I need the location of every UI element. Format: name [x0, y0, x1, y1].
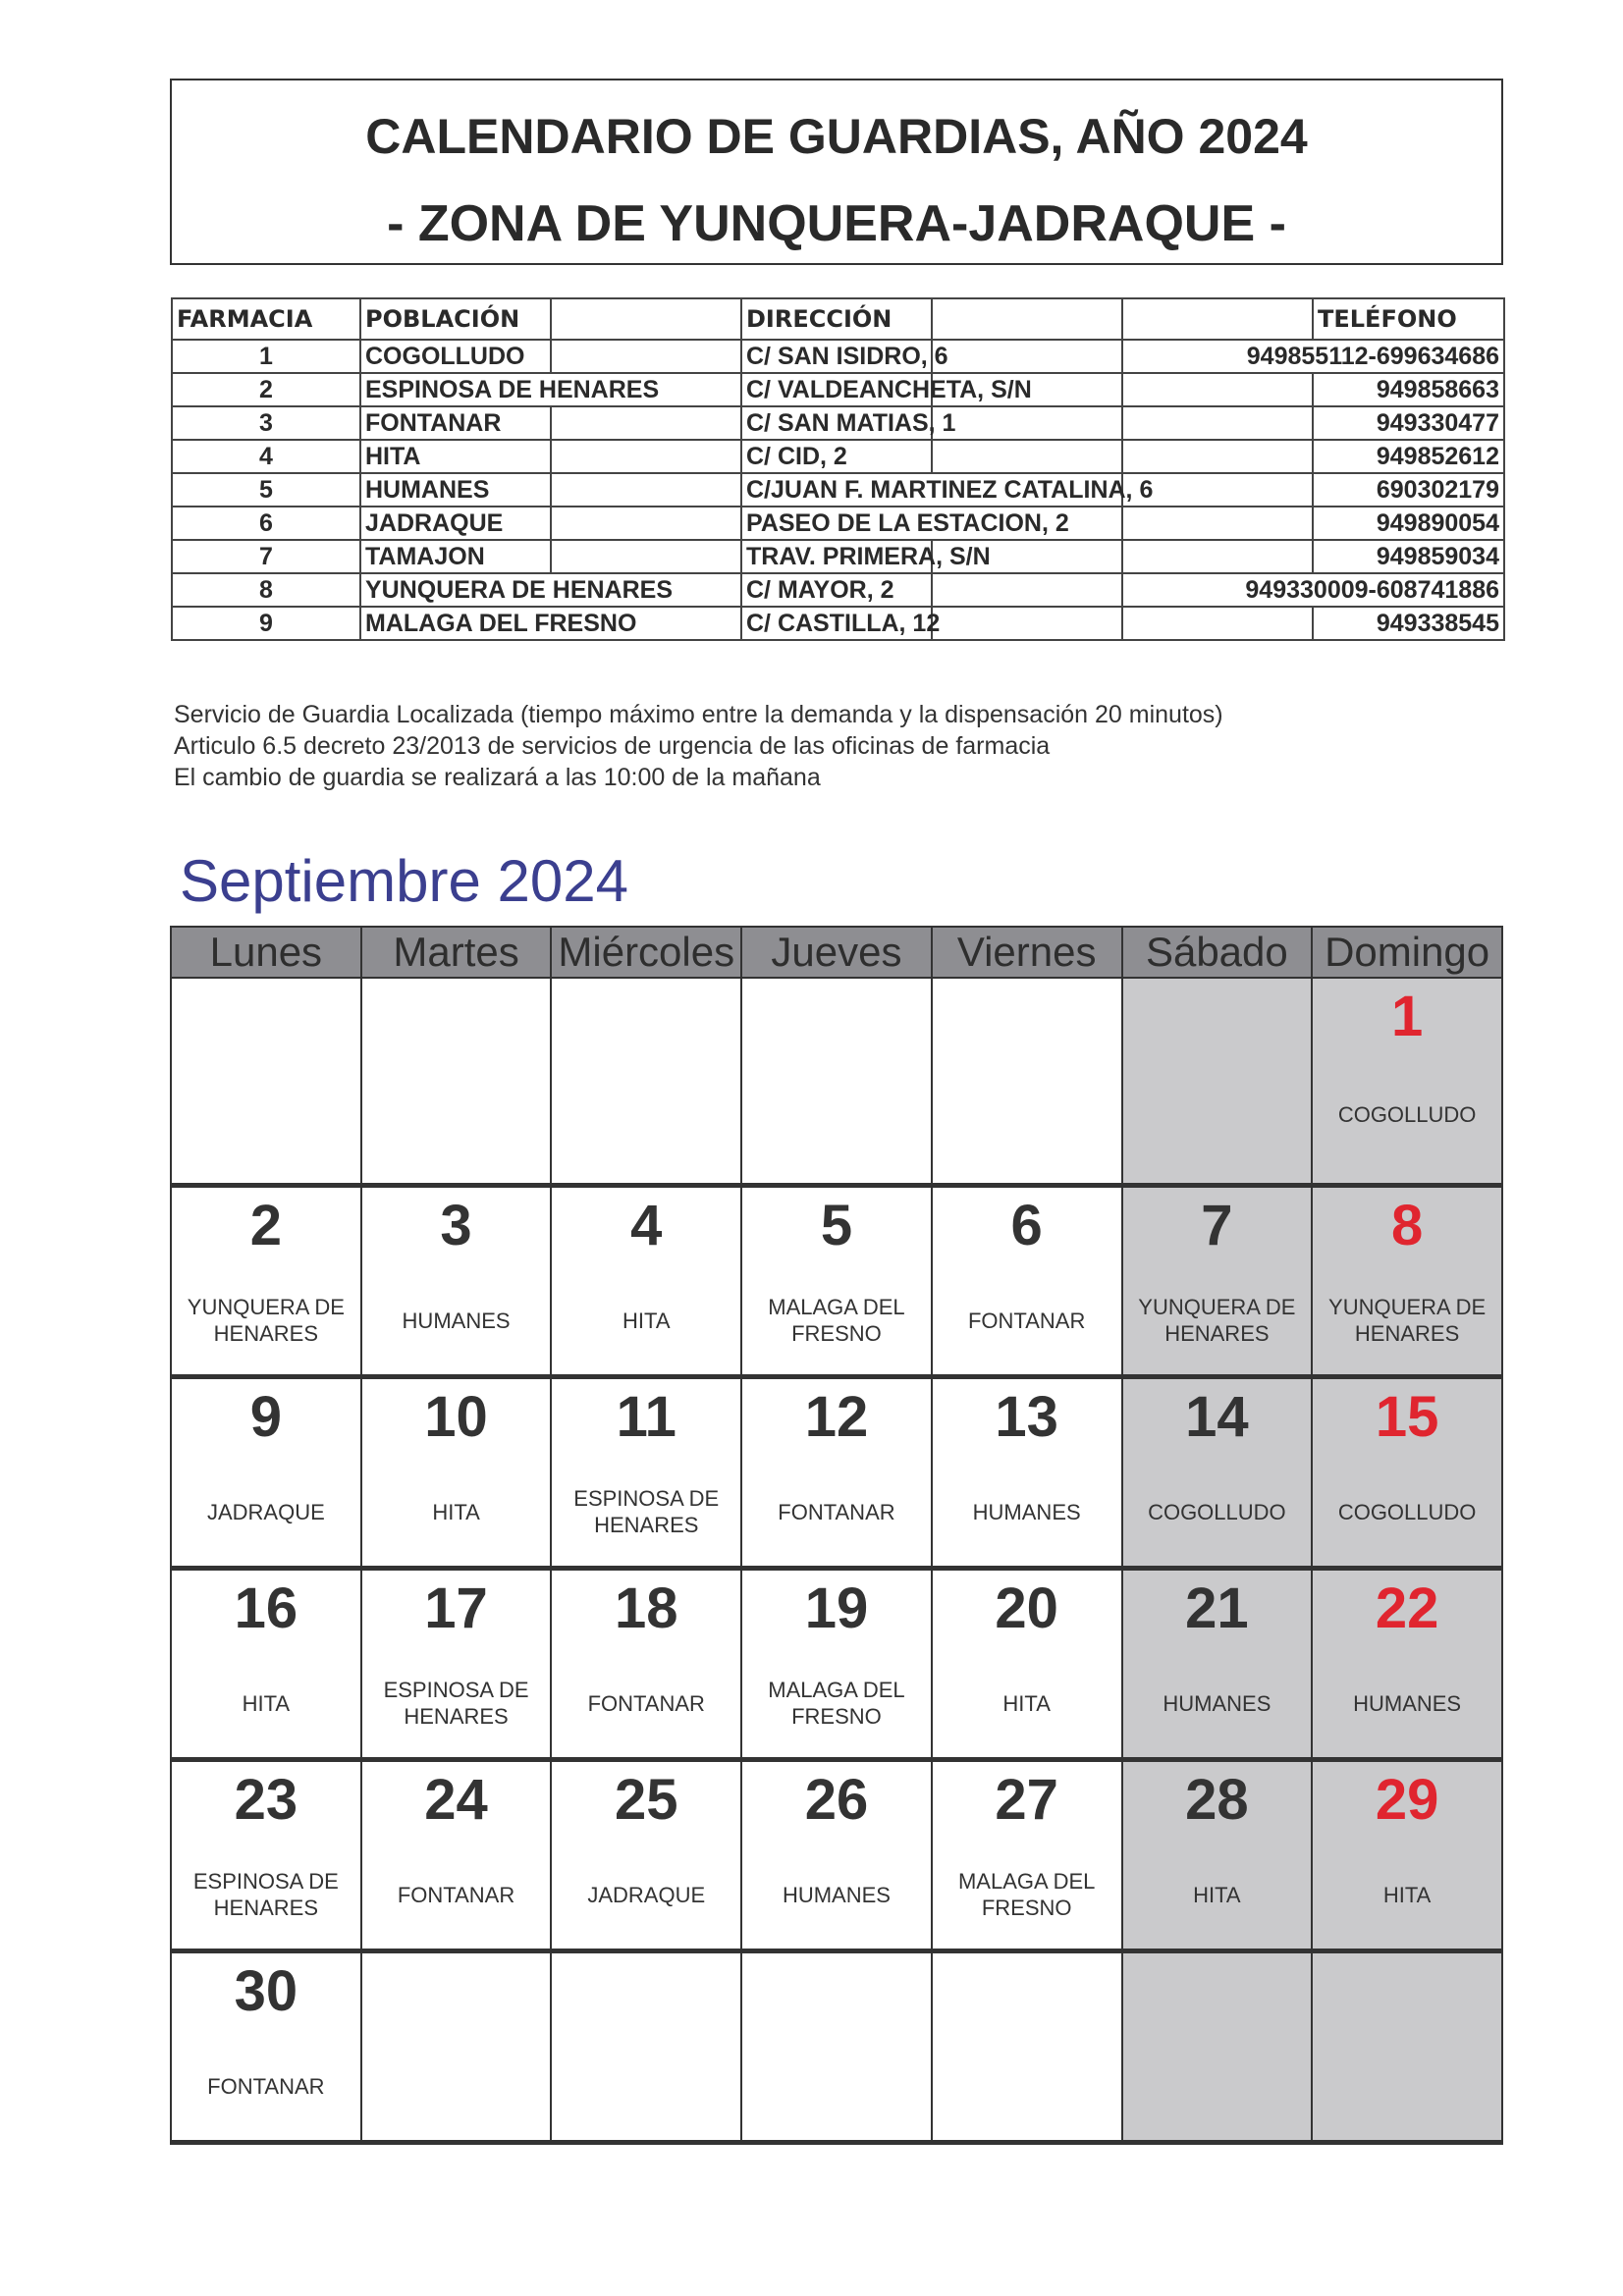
day-number: 28	[1185, 1768, 1249, 1832]
pharmacy-row	[172, 373, 1504, 406]
header-farmacia: FARMACIA	[172, 298, 360, 340]
pharmacy-phone: 949338545	[1313, 607, 1504, 640]
table-empty-cell	[551, 507, 741, 540]
calendar-empty-cell	[741, 978, 932, 1186]
pharmacy-row	[172, 440, 1504, 473]
calendar-day-cell	[741, 1186, 932, 1377]
calendar-empty-cell	[551, 1951, 741, 2143]
calendar-day-cell	[1312, 1760, 1502, 1951]
table-empty-cell	[1122, 540, 1313, 573]
pharmacy-phone: 949855112-699634686	[1122, 340, 1504, 373]
calendar-day-cell	[932, 1569, 1122, 1760]
day-number: 27	[995, 1768, 1058, 1832]
day-number: 19	[804, 1576, 869, 1640]
guard-pharmacy: FONTANAR	[778, 1499, 895, 1524]
pharmacy-town: ESPINOSA DE HENARES	[360, 373, 741, 406]
day-number: 26	[804, 1768, 869, 1832]
pharmacy-address: PASEO DE LA ESTACION, 2	[741, 507, 1122, 540]
header-empty	[932, 298, 1122, 340]
table-empty-cell	[551, 540, 741, 573]
guard-pharmacy: YUNQUERA DE HENARES	[1328, 1295, 1487, 1346]
guard-pharmacy: HITA	[432, 1499, 480, 1524]
calendar-day-cell	[551, 1186, 741, 1377]
guard-pharmacy: HUMANES	[782, 1882, 891, 1907]
calendar-day-cell	[1312, 1377, 1502, 1569]
guard-pharmacy: HITA	[1002, 1690, 1051, 1716]
calendar-day-cell	[171, 1760, 361, 1951]
calendar-day-cell	[932, 1760, 1122, 1951]
pharmacy-address: C/ VALDEANCHETA, S/N	[741, 373, 932, 406]
document-title: CALENDARIO DE GUARDIAS, AÑO 2024	[365, 109, 1308, 164]
calendar-week-row	[171, 1186, 1502, 1377]
calendar-week-row	[171, 1569, 1502, 1760]
pharmacy-phone: 949330477	[1313, 406, 1504, 440]
calendar-day-cell	[171, 1186, 361, 1377]
table-empty-cell	[1122, 607, 1313, 640]
pharmacy-address: TRAV. PRIMERA, S/N	[741, 540, 932, 573]
notes	[174, 699, 1223, 793]
guard-pharmacy: JADRAQUE	[587, 1882, 706, 1907]
guard-pharmacy: COGOLLUDO	[1148, 1499, 1286, 1524]
weekday-header: Lunes	[171, 927, 361, 978]
calendar-day-cell	[932, 1186, 1122, 1377]
day-number: 3	[440, 1194, 472, 1257]
day-number: 18	[615, 1576, 678, 1640]
month-title: Septiembre 2024	[180, 848, 628, 914]
calendar-empty-cell	[171, 978, 361, 1186]
guard-pharmacy: HUMANES	[402, 1308, 511, 1333]
pharmacy-number: 9	[172, 607, 360, 640]
guard-pharmacy: ESPINOSA DE HENARES	[383, 1678, 529, 1729]
pharmacy-number: 8	[172, 573, 360, 607]
pharmacy-address: C/JUAN F. MARTINEZ CATALINA, 6	[741, 473, 1122, 507]
calendar-empty-cell	[932, 1951, 1122, 2143]
calendar-day-cell	[551, 1569, 741, 1760]
calendar-day-cell	[171, 1951, 361, 2143]
pharmacy-row	[172, 573, 1504, 607]
calendar-day-cell	[171, 1377, 361, 1569]
pharmacy-address: C/ SAN MATIAS, 1	[741, 406, 932, 440]
table-empty-cell	[932, 607, 1122, 640]
pharmacy-number: 3	[172, 406, 360, 440]
calendar-day-cell	[361, 1377, 552, 1569]
pharmacy-row	[172, 540, 1504, 573]
calendar-week-row	[171, 1377, 1502, 1569]
guard-pharmacy: HUMANES	[1163, 1690, 1271, 1716]
pharmacy-table-header	[172, 298, 1504, 340]
calendar-day-cell	[361, 1760, 552, 1951]
calendar-day-cell	[361, 1186, 552, 1377]
table-empty-cell	[1122, 406, 1313, 440]
calendar-day-cell	[361, 1569, 552, 1760]
pharmacy-address: C/ SAN ISIDRO, 6	[741, 340, 932, 373]
weekday-header: Martes	[361, 927, 552, 978]
pharmacy-number: 1	[172, 340, 360, 373]
calendar-day-cell	[741, 1569, 932, 1760]
guard-pharmacy: FONTANAR	[967, 1308, 1086, 1333]
title-box	[170, 79, 1503, 265]
header-direccion: DIRECCIÓN	[741, 298, 932, 340]
calendar-day-cell	[741, 1760, 932, 1951]
calendar-day-cell	[1312, 1569, 1502, 1760]
guard-pharmacy: MALAGA DEL FRESNO	[768, 1295, 905, 1346]
day-number: 4	[630, 1194, 663, 1257]
guard-pharmacy: YUNQUERA DE HENARES	[187, 1295, 345, 1346]
day-number: 21	[1185, 1576, 1249, 1640]
pharmacy-phone: 949330009-608741886	[1122, 573, 1504, 607]
day-number: 22	[1375, 1576, 1439, 1640]
day-number: 30	[234, 1959, 298, 2023]
note-line: Servicio de Guardia Localizada (tiempo máximo entre la demanda y la dispensación 20 minutos)	[174, 701, 1223, 728]
pharmacy-address: C/ MAYOR, 2	[741, 573, 932, 607]
pharmacy-town: COGOLLUDO	[360, 340, 551, 373]
guard-pharmacy: FONTANAR	[397, 1882, 515, 1907]
table-empty-cell	[1122, 440, 1313, 473]
pharmacy-town: JADRAQUE	[360, 507, 551, 540]
guard-pharmacy: ESPINOSA DE HENARES	[573, 1486, 720, 1537]
table-empty-cell	[551, 473, 741, 507]
weekday-header: Domingo	[1312, 927, 1502, 978]
pharmacy-phone: 949858663	[1313, 373, 1504, 406]
pharmacy-town: FONTANAR	[360, 406, 551, 440]
calendar-empty-cell	[551, 978, 741, 1186]
day-number: 2	[249, 1194, 282, 1257]
pharmacy-phone: 949859034	[1313, 540, 1504, 573]
calendar-day-cell	[1312, 1186, 1502, 1377]
calendar-week-row	[171, 978, 1502, 1186]
guard-pharmacy: HUMANES	[1353, 1690, 1462, 1716]
calendar-week-row	[171, 1760, 1502, 1951]
pharmacy-row	[172, 607, 1504, 640]
guard-pharmacy: HUMANES	[972, 1499, 1081, 1524]
weekday-header: Viernes	[932, 927, 1122, 978]
guard-pharmacy: HITA	[622, 1308, 671, 1333]
calendar-day-cell	[741, 1377, 932, 1569]
day-number: 15	[1375, 1385, 1439, 1449]
note-line: Articulo 6.5 decreto 23/2013 de servicios de urgencia de las oficinas de farmacia	[174, 732, 1051, 760]
weekday-header: Jueves	[741, 927, 932, 978]
guard-pharmacy: JADRAQUE	[206, 1499, 325, 1524]
day-number: 14	[1185, 1385, 1249, 1449]
pharmacy-town: HITA	[360, 440, 551, 473]
guard-pharmacy: COGOLLUDO	[1337, 1101, 1477, 1127]
table-empty-cell	[551, 406, 741, 440]
calendar-grid	[170, 926, 1503, 2145]
calendar-day-cell	[551, 1377, 741, 1569]
header-empty	[1122, 298, 1313, 340]
table-empty-cell	[932, 406, 1122, 440]
guard-pharmacy: MALAGA DEL FRESNO	[957, 1869, 1096, 1920]
pharmacy-town: TAMAJON	[360, 540, 551, 573]
table-empty-cell	[1122, 507, 1313, 540]
table-empty-cell	[932, 340, 1122, 373]
day-number: 29	[1375, 1768, 1439, 1832]
calendar-empty-cell	[361, 1951, 552, 2143]
pharmacy-number: 7	[172, 540, 360, 573]
guard-pharmacy: FONTANAR	[587, 1690, 705, 1716]
pharmacy-row	[172, 507, 1504, 540]
pharmacy-number: 6	[172, 507, 360, 540]
pharmacy-row	[172, 406, 1504, 440]
pharmacy-town: YUNQUERA DE HENARES	[360, 573, 741, 607]
table-empty-cell	[551, 440, 741, 473]
table-empty-cell	[551, 340, 741, 373]
day-number: 8	[1390, 1194, 1424, 1257]
calendar-empty-cell	[1122, 1951, 1313, 2143]
day-number: 25	[615, 1768, 678, 1832]
calendar-empty-cell	[1312, 1951, 1502, 2143]
calendar-day-cell	[1122, 1186, 1313, 1377]
day-number: 9	[249, 1385, 282, 1449]
calendar-empty-cell	[932, 978, 1122, 1186]
calendar-empty-cell	[361, 978, 552, 1186]
guard-pharmacy: HITA	[1382, 1882, 1432, 1907]
guard-pharmacy: YUNQUERA DE HENARES	[1138, 1295, 1296, 1346]
calendar-week-row	[171, 1951, 1502, 2143]
day-number: 13	[995, 1385, 1058, 1449]
calendar-day-cell	[1122, 1569, 1313, 1760]
header-telefono: TELÉFONO	[1313, 298, 1504, 340]
weekday-header-row	[171, 927, 1502, 978]
pharmacy-town: HUMANES	[360, 473, 551, 507]
guard-pharmacy: HITA	[1193, 1882, 1241, 1907]
day-number: 1	[1390, 985, 1424, 1048]
pharmacy-phone: 949852612	[1313, 440, 1504, 473]
pharmacy-address: C/ CID, 2	[741, 440, 932, 473]
day-number: 12	[804, 1385, 869, 1449]
calendar-empty-cell	[1122, 978, 1313, 1186]
weekday-header: Miércoles	[551, 927, 741, 978]
header-empty	[551, 298, 741, 340]
calendar-day-cell	[1312, 978, 1502, 1186]
calendar-day-cell	[1122, 1760, 1313, 1951]
calendar-day-cell	[932, 1377, 1122, 1569]
guard-pharmacy: HITA	[242, 1690, 291, 1716]
table-empty-cell	[932, 440, 1122, 473]
calendar-empty-cell	[741, 1951, 932, 2143]
day-number: 24	[424, 1768, 488, 1832]
zone-subtitle: - ZONA DE YUNQUERA-JADRAQUE -	[387, 195, 1286, 252]
pharmacy-number: 2	[172, 373, 360, 406]
pharmacy-row	[172, 340, 1504, 373]
day-number: 23	[234, 1768, 298, 1832]
day-number: 16	[234, 1576, 298, 1640]
weekday-header: Sábado	[1122, 927, 1313, 978]
guard-pharmacy: ESPINOSA DE HENARES	[192, 1869, 339, 1920]
guard-pharmacy: FONTANAR	[207, 2073, 325, 2099]
calendar-day-cell	[1122, 1377, 1313, 1569]
guard-pharmacy: COGOLLUDO	[1337, 1499, 1477, 1524]
pharmacy-town: MALAGA DEL FRESNO	[360, 607, 741, 640]
header-poblacion: POBLACIÓN	[360, 298, 551, 340]
pharmacy-table	[171, 297, 1505, 641]
pharmacy-phone: 949890054	[1313, 507, 1504, 540]
pharmacy-address: C/ CASTILLA, 12	[741, 607, 932, 640]
day-number: 11	[616, 1385, 676, 1449]
guard-pharmacy: MALAGA DEL FRESNO	[768, 1678, 905, 1729]
calendar-day-cell	[551, 1760, 741, 1951]
note-line: El cambio de guardia se realizará a las 10:00 de la mañana	[174, 764, 821, 791]
pharmacy-phone: 690302179	[1313, 473, 1504, 507]
pharmacy-number: 5	[172, 473, 360, 507]
pharmacy-number: 4	[172, 440, 360, 473]
day-number: 6	[1010, 1194, 1043, 1257]
day-number: 17	[424, 1576, 488, 1640]
day-number: 20	[995, 1576, 1058, 1640]
table-empty-cell	[1122, 373, 1313, 406]
day-number: 7	[1201, 1194, 1233, 1257]
pharmacy-row	[172, 473, 1504, 507]
day-number: 5	[820, 1194, 853, 1257]
calendar-day-cell	[171, 1569, 361, 1760]
table-empty-cell	[932, 573, 1122, 607]
day-number: 10	[424, 1385, 488, 1449]
